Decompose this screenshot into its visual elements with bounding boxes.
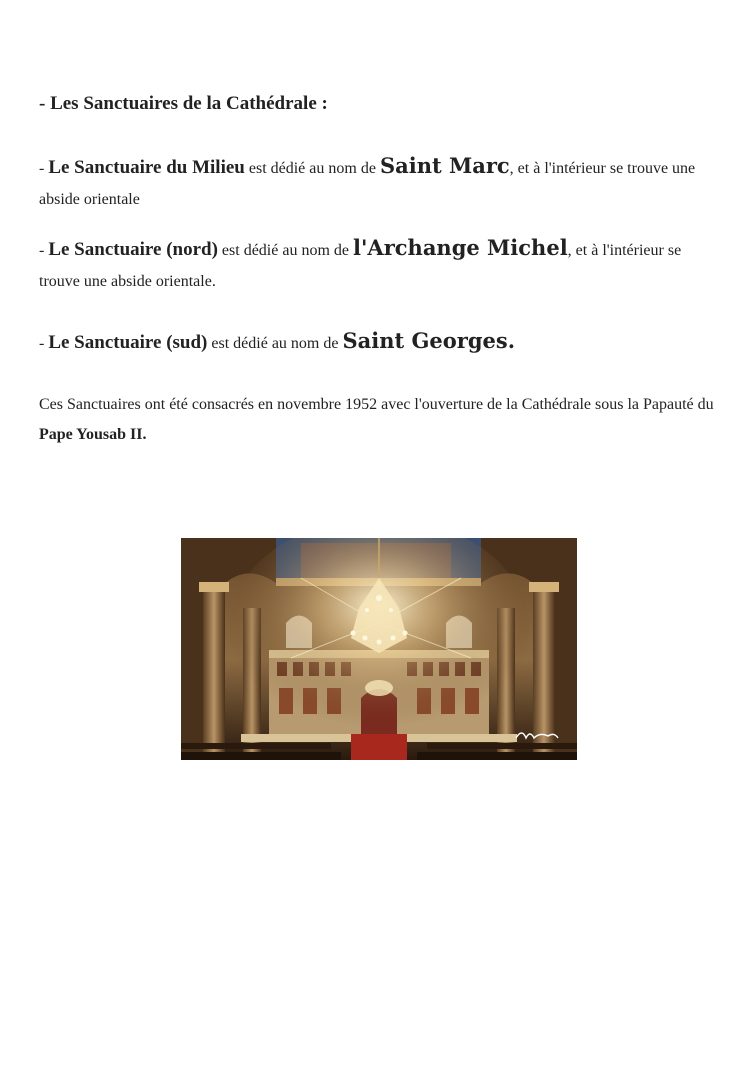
paragraph-dash: - [39,160,49,177]
saint-name: l'Archange Michel [353,235,568,260]
paragraph-dash: - [39,242,49,259]
paragraph-text: est dédié au nom de [207,335,343,352]
paragraph-text: est dédié au nom de [217,242,353,259]
paragraph-text: Ces Sanctuaires ont été consacrés en novembre 1952 avec l'ouverture de la Cathédrale sous la Papauté du [39,396,714,413]
pope-name: Pape Yousab II. [39,426,147,443]
sanctuary-name: Le Sanctuaire (nord) [48,239,218,260]
paragraph-text: est dédié au nom de [244,160,380,177]
paragraph-sud [39,325,719,359]
paragraph-text: , et à l'intérieur se trouve une abside orientale. [39,242,682,290]
paragraph-dash: - [39,335,49,352]
paragraph-milieu [39,150,719,215]
saint-name: Saint Georges [342,328,508,353]
paragraph-consecration [39,390,719,450]
paragraph-text: , et à l'intérieur se trouve une abside orientale [39,160,696,208]
sanctuary-name: Le Sanctuaire du Milieu [48,157,245,178]
cathedral-interior-photo [181,538,577,760]
saint-name: Saint Marc [379,153,510,178]
sanctuary-name: Le Sanctuaire (sud) [48,332,208,353]
paragraph-text: . [507,328,516,353]
section-heading: - Les Sanctuaires de la Cathédrale : [39,93,328,114]
paragraph-nord [39,232,719,297]
